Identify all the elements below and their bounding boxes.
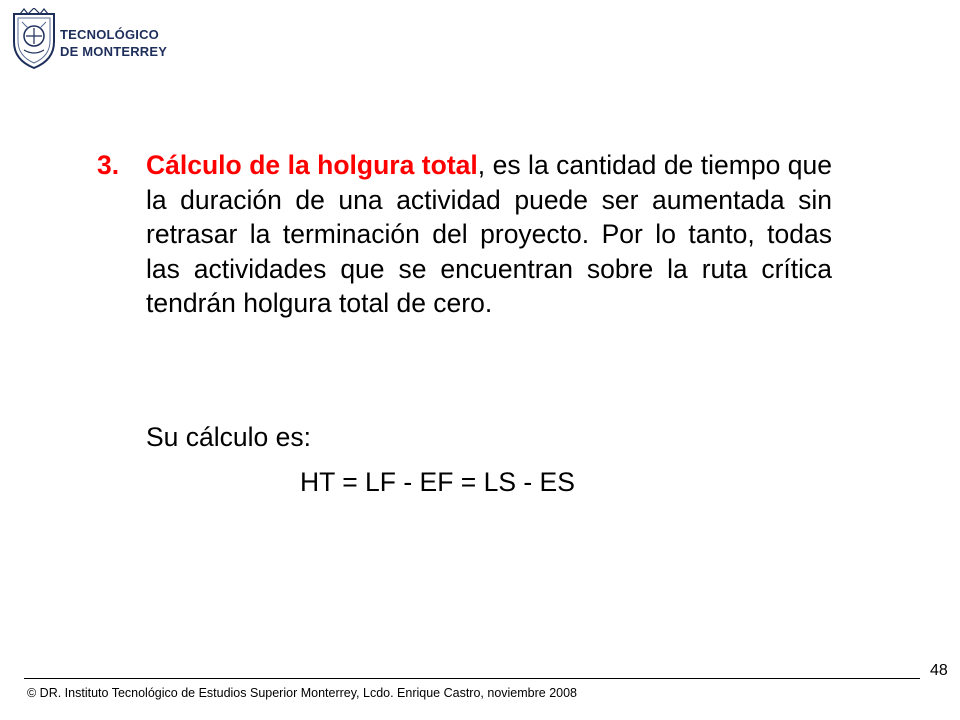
slide-content (97, 148, 832, 321)
list-item (97, 148, 832, 321)
footer-divider (24, 678, 920, 679)
formula: HT = LF - EF = LS - ES (300, 467, 575, 497)
logo-wordmark (60, 26, 167, 60)
footer-copyright: © DR. Instituto Tecnológico de Estudios Superior Monterrey, Lcdo. Enrique Castro, noviembre 2008 (27, 686, 578, 700)
page-number: 48 (930, 662, 948, 679)
institution-logo (8, 8, 188, 70)
seal-icon (10, 8, 58, 70)
logo-line-1: TECNOLÓGICO (60, 27, 159, 42)
logo-line-2: DE MONTERREY (60, 44, 168, 59)
item-term: Cálculo de la holgura total (146, 150, 478, 180)
item-body: , es la cantidad de tiempo que la duración de una actividad puede ser aumentada sin retrasar la terminación del proyecto. Por lo tanto, todas las actividades que se encuentran sobre la ruta crítica tendrán holgura total de cero. (146, 150, 832, 318)
item-number: 3. (97, 150, 120, 180)
calculation-label: Su cálculo es: (146, 422, 311, 452)
